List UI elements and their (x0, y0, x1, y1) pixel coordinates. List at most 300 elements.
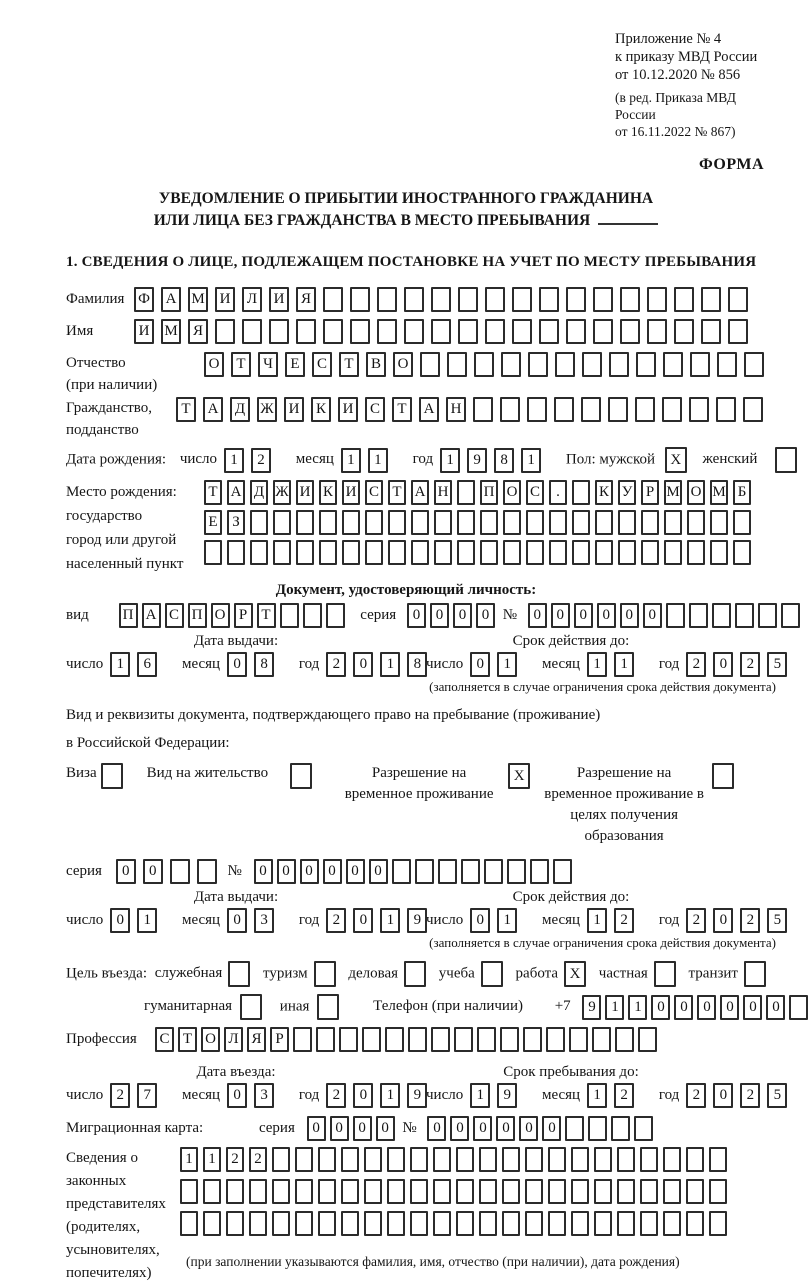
char-cell[interactable]: 0 (227, 1083, 247, 1108)
char-cell[interactable] (572, 480, 590, 505)
char-cell[interactable] (686, 1179, 704, 1204)
char-cell[interactable] (526, 510, 544, 535)
until-year[interactable] (686, 1083, 794, 1108)
char-cell[interactable] (615, 1027, 634, 1052)
char-cell[interactable] (295, 1179, 313, 1204)
char-cell[interactable] (272, 1147, 290, 1172)
char-cell[interactable] (319, 540, 337, 565)
char-cell[interactable] (674, 319, 694, 344)
char-cell[interactable]: 1 (521, 448, 541, 473)
char-cell[interactable] (743, 397, 763, 422)
char-cell[interactable] (342, 510, 360, 535)
char-cell[interactable]: О (503, 480, 521, 505)
char-cell[interactable]: 0 (470, 652, 490, 677)
char-cell[interactable] (226, 1179, 244, 1204)
char-cell[interactable] (758, 603, 777, 628)
char-cell[interactable]: 0 (713, 1083, 733, 1108)
char-cell[interactable] (663, 352, 683, 377)
char-cell[interactable]: 3 (254, 908, 274, 933)
char-cell[interactable] (617, 1147, 635, 1172)
char-cell[interactable] (480, 510, 498, 535)
residence-issue-month[interactable] (227, 908, 281, 933)
char-cell[interactable] (250, 540, 268, 565)
char-cell[interactable]: О (687, 480, 705, 505)
doc-type-input[interactable] (119, 603, 349, 628)
char-cell[interactable]: С (312, 352, 332, 377)
char-cell[interactable] (387, 1179, 405, 1204)
char-cell[interactable] (663, 1211, 681, 1236)
char-cell[interactable]: 1 (203, 1147, 221, 1172)
char-cell[interactable] (554, 397, 574, 422)
char-cell[interactable] (733, 510, 751, 535)
char-cell[interactable] (273, 540, 291, 565)
char-cell[interactable] (539, 287, 559, 312)
char-cell[interactable] (647, 287, 667, 312)
char-cell[interactable] (434, 510, 452, 535)
char-cell[interactable]: 8 (254, 652, 274, 677)
char-cell[interactable] (571, 1211, 589, 1236)
char-cell[interactable] (350, 287, 370, 312)
char-cell[interactable] (295, 1147, 313, 1172)
char-cell[interactable] (272, 1179, 290, 1204)
char-cell[interactable] (170, 859, 190, 884)
char-cell[interactable]: А (203, 397, 223, 422)
purpose-tourism-checkbox[interactable] (314, 961, 336, 987)
char-cell[interactable]: 0 (353, 1116, 372, 1141)
char-cell[interactable] (295, 1211, 313, 1236)
birth-year-input[interactable] (440, 448, 548, 473)
char-cell[interactable] (410, 1179, 428, 1204)
identity-issue-year[interactable] (326, 652, 434, 677)
char-cell[interactable]: 2 (686, 652, 706, 677)
char-cell[interactable]: И (296, 480, 314, 505)
char-cell[interactable]: Я (247, 1027, 266, 1052)
char-cell[interactable] (323, 287, 343, 312)
char-cell[interactable] (689, 603, 708, 628)
char-cell[interactable]: 0 (346, 859, 365, 884)
char-cell[interactable] (617, 1179, 635, 1204)
char-cell[interactable]: 0 (427, 1116, 446, 1141)
char-cell[interactable]: Р (234, 603, 253, 628)
char-cell[interactable] (789, 995, 808, 1020)
char-cell[interactable] (404, 287, 424, 312)
char-cell[interactable]: 0 (574, 603, 593, 628)
char-cell[interactable]: 5 (767, 652, 787, 677)
char-cell[interactable]: 1 (224, 448, 244, 473)
char-cell[interactable] (387, 1211, 405, 1236)
char-cell[interactable] (526, 540, 544, 565)
char-cell[interactable]: 1 (587, 908, 607, 933)
char-cell[interactable]: П (188, 603, 207, 628)
char-cell[interactable] (500, 1027, 519, 1052)
char-cell[interactable] (227, 540, 245, 565)
char-cell[interactable] (420, 352, 440, 377)
char-cell[interactable]: 0 (551, 603, 570, 628)
char-cell[interactable]: Н (446, 397, 466, 422)
char-cell[interactable] (203, 1211, 221, 1236)
char-cell[interactable] (296, 319, 316, 344)
char-cell[interactable]: С (526, 480, 544, 505)
char-cell[interactable]: 6 (137, 652, 157, 677)
char-cell[interactable] (710, 540, 728, 565)
char-cell[interactable] (180, 1179, 198, 1204)
char-cell[interactable]: О (201, 1027, 220, 1052)
char-cell[interactable]: М (710, 480, 728, 505)
char-cell[interactable]: 2 (614, 908, 634, 933)
char-cell[interactable]: 1 (368, 448, 388, 473)
char-cell[interactable] (365, 540, 383, 565)
char-cell[interactable]: 0 (323, 859, 342, 884)
char-cell[interactable] (553, 859, 572, 884)
char-cell[interactable] (640, 1179, 658, 1204)
char-cell[interactable] (249, 1211, 267, 1236)
char-cell[interactable] (527, 397, 547, 422)
migration-number-input[interactable] (427, 1116, 657, 1141)
birth-place-row1-input[interactable] (204, 480, 756, 505)
char-cell[interactable] (342, 540, 360, 565)
char-cell[interactable]: 0 (620, 603, 639, 628)
char-cell[interactable]: 2 (686, 1083, 706, 1108)
char-cell[interactable]: Л (242, 287, 262, 312)
char-cell[interactable] (226, 1211, 244, 1236)
char-cell[interactable] (456, 1211, 474, 1236)
char-cell[interactable] (594, 1147, 612, 1172)
char-cell[interactable]: О (211, 603, 230, 628)
char-cell[interactable] (588, 1116, 607, 1141)
char-cell[interactable] (733, 540, 751, 565)
char-cell[interactable] (273, 510, 291, 535)
char-cell[interactable]: Е (204, 510, 222, 535)
char-cell[interactable] (717, 352, 737, 377)
residence-number-input[interactable] (254, 859, 576, 884)
char-cell[interactable] (674, 287, 694, 312)
char-cell[interactable] (296, 510, 314, 535)
citizenship-input[interactable] (176, 397, 770, 422)
char-cell[interactable] (431, 1027, 450, 1052)
char-cell[interactable] (581, 397, 601, 422)
char-cell[interactable] (640, 1211, 658, 1236)
char-cell[interactable]: 0 (470, 908, 490, 933)
char-cell[interactable] (280, 603, 299, 628)
char-cell[interactable]: О (204, 352, 224, 377)
char-cell[interactable] (712, 603, 731, 628)
char-cell[interactable] (687, 540, 705, 565)
char-cell[interactable]: 8 (407, 652, 427, 677)
char-cell[interactable] (735, 603, 754, 628)
char-cell[interactable]: 1 (470, 1083, 490, 1108)
purpose-private-checkbox[interactable] (654, 961, 676, 987)
char-cell[interactable]: 9 (497, 1083, 517, 1108)
char-cell[interactable]: 1 (587, 1083, 607, 1108)
char-cell[interactable] (485, 319, 505, 344)
temporary-residence-checkbox[interactable]: X (508, 763, 530, 789)
char-cell[interactable]: П (480, 480, 498, 505)
char-cell[interactable]: М (161, 319, 181, 344)
char-cell[interactable] (318, 1211, 336, 1236)
char-cell[interactable] (377, 319, 397, 344)
char-cell[interactable] (362, 1027, 381, 1052)
char-cell[interactable] (512, 287, 532, 312)
residence-issue-day[interactable] (110, 908, 164, 933)
char-cell[interactable]: И (134, 319, 154, 344)
char-cell[interactable] (388, 510, 406, 535)
char-cell[interactable] (318, 1147, 336, 1172)
char-cell[interactable]: 2 (614, 1083, 634, 1108)
char-cell[interactable] (530, 859, 549, 884)
char-cell[interactable] (781, 603, 800, 628)
char-cell[interactable]: 1 (180, 1147, 198, 1172)
char-cell[interactable] (728, 287, 748, 312)
char-cell[interactable] (592, 1027, 611, 1052)
char-cell[interactable] (385, 1027, 404, 1052)
char-cell[interactable] (701, 319, 721, 344)
char-cell[interactable] (666, 603, 685, 628)
residence-expiry-month[interactable] (587, 908, 641, 933)
char-cell[interactable] (293, 1027, 312, 1052)
char-cell[interactable]: Я (188, 319, 208, 344)
char-cell[interactable]: 1 (110, 652, 130, 677)
sex-male-checkbox[interactable]: X (665, 447, 687, 473)
char-cell[interactable] (620, 287, 640, 312)
identity-expiry-month[interactable] (587, 652, 641, 677)
char-cell[interactable] (204, 540, 222, 565)
char-cell[interactable]: 0 (496, 1116, 515, 1141)
char-cell[interactable]: 1 (497, 908, 517, 933)
char-cell[interactable]: 0 (407, 603, 426, 628)
char-cell[interactable] (664, 510, 682, 535)
sex-female-checkbox[interactable] (775, 447, 797, 473)
purpose-official-checkbox[interactable] (228, 961, 250, 987)
char-cell[interactable]: 0 (453, 603, 472, 628)
char-cell[interactable] (525, 1211, 543, 1236)
char-cell[interactable] (433, 1147, 451, 1172)
char-cell[interactable] (477, 1027, 496, 1052)
char-cell[interactable]: 2 (326, 908, 346, 933)
char-cell[interactable] (387, 1147, 405, 1172)
char-cell[interactable] (594, 1211, 612, 1236)
char-cell[interactable]: 0 (430, 603, 449, 628)
identity-issue-day[interactable] (110, 652, 164, 677)
char-cell[interactable] (664, 540, 682, 565)
char-cell[interactable] (410, 1211, 428, 1236)
char-cell[interactable]: Т (339, 352, 359, 377)
char-cell[interactable] (640, 1147, 658, 1172)
char-cell[interactable] (728, 319, 748, 344)
char-cell[interactable]: 2 (326, 652, 346, 677)
char-cell[interactable] (620, 319, 640, 344)
char-cell[interactable]: И (215, 287, 235, 312)
char-cell[interactable] (582, 352, 602, 377)
char-cell[interactable] (456, 1179, 474, 1204)
char-cell[interactable] (364, 1179, 382, 1204)
char-cell[interactable] (709, 1211, 727, 1236)
char-cell[interactable] (434, 540, 452, 565)
purpose-study-checkbox[interactable] (481, 961, 503, 987)
char-cell[interactable]: И (284, 397, 304, 422)
char-cell[interactable] (502, 1179, 520, 1204)
purpose-transit-checkbox[interactable] (744, 961, 766, 987)
purpose-humanitarian-checkbox[interactable] (240, 994, 262, 1020)
char-cell[interactable] (341, 1147, 359, 1172)
char-cell[interactable] (415, 859, 434, 884)
char-cell[interactable]: А (419, 397, 439, 422)
identity-expiry-year[interactable] (686, 652, 794, 677)
char-cell[interactable] (242, 319, 262, 344)
char-cell[interactable]: 0 (110, 908, 130, 933)
char-cell[interactable] (566, 287, 586, 312)
char-cell[interactable] (525, 1147, 543, 1172)
char-cell[interactable]: К (319, 480, 337, 505)
char-cell[interactable] (523, 1027, 542, 1052)
char-cell[interactable] (662, 397, 682, 422)
char-cell[interactable]: З (227, 510, 245, 535)
char-cell[interactable]: Т (388, 480, 406, 505)
char-cell[interactable]: Д (230, 397, 250, 422)
char-cell[interactable]: 5 (767, 908, 787, 933)
char-cell[interactable]: 8 (494, 448, 514, 473)
char-cell[interactable] (457, 480, 475, 505)
char-cell[interactable]: У (618, 480, 636, 505)
char-cell[interactable]: 0 (254, 859, 273, 884)
char-cell[interactable] (473, 397, 493, 422)
char-cell[interactable] (638, 1027, 657, 1052)
char-cell[interactable] (609, 352, 629, 377)
char-cell[interactable]: С (365, 397, 385, 422)
char-cell[interactable] (710, 510, 728, 535)
doc-series-input[interactable] (407, 603, 499, 628)
char-cell[interactable] (608, 397, 628, 422)
surname-input[interactable] (134, 287, 755, 312)
char-cell[interactable]: И (342, 480, 360, 505)
residence-expiry-year[interactable] (686, 908, 794, 933)
char-cell[interactable] (611, 1116, 630, 1141)
char-cell[interactable] (555, 352, 575, 377)
char-cell[interactable]: 3 (254, 1083, 274, 1108)
char-cell[interactable] (377, 287, 397, 312)
char-cell[interactable]: Д (250, 480, 268, 505)
char-cell[interactable] (365, 510, 383, 535)
entry-month[interactable] (227, 1083, 281, 1108)
char-cell[interactable] (411, 510, 429, 535)
char-cell[interactable] (663, 1147, 681, 1172)
char-cell[interactable]: 0 (473, 1116, 492, 1141)
char-cell[interactable]: 2 (686, 908, 706, 933)
char-cell[interactable] (572, 510, 590, 535)
char-cell[interactable]: Р (270, 1027, 289, 1052)
char-cell[interactable] (507, 859, 526, 884)
residence-expiry-day[interactable] (470, 908, 524, 933)
char-cell[interactable] (548, 1147, 566, 1172)
char-cell[interactable]: Н (434, 480, 452, 505)
char-cell[interactable] (548, 1211, 566, 1236)
char-cell[interactable] (571, 1179, 589, 1204)
char-cell[interactable]: Ч (258, 352, 278, 377)
char-cell[interactable] (484, 859, 503, 884)
char-cell[interactable]: 0 (697, 995, 716, 1020)
char-cell[interactable]: 0 (643, 603, 662, 628)
char-cell[interactable] (502, 1147, 520, 1172)
char-cell[interactable] (525, 1179, 543, 1204)
char-cell[interactable] (634, 1116, 653, 1141)
char-cell[interactable] (709, 1147, 727, 1172)
char-cell[interactable] (447, 352, 467, 377)
char-cell[interactable]: 2 (249, 1147, 267, 1172)
char-cell[interactable] (408, 1027, 427, 1052)
char-cell[interactable] (479, 1211, 497, 1236)
char-cell[interactable] (636, 352, 656, 377)
char-cell[interactable]: 0 (674, 995, 693, 1020)
char-cell[interactable]: 0 (116, 859, 136, 884)
representatives-row2-input[interactable] (180, 1179, 732, 1204)
char-cell[interactable]: 1 (497, 652, 517, 677)
char-cell[interactable] (272, 1211, 290, 1236)
char-cell[interactable] (569, 1027, 588, 1052)
char-cell[interactable] (503, 510, 521, 535)
char-cell[interactable]: 2 (226, 1147, 244, 1172)
entry-year[interactable] (326, 1083, 434, 1108)
char-cell[interactable] (404, 319, 424, 344)
char-cell[interactable] (686, 1147, 704, 1172)
char-cell[interactable] (364, 1211, 382, 1236)
char-cell[interactable]: 1 (614, 652, 634, 677)
char-cell[interactable] (689, 397, 709, 422)
char-cell[interactable] (457, 540, 475, 565)
char-cell[interactable] (709, 1179, 727, 1204)
char-cell[interactable]: А (411, 480, 429, 505)
char-cell[interactable]: И (338, 397, 358, 422)
char-cell[interactable] (641, 540, 659, 565)
identity-expiry-day[interactable] (470, 652, 524, 677)
char-cell[interactable]: Е (285, 352, 305, 377)
representatives-row1-input[interactable] (180, 1147, 732, 1172)
birth-place-row3-input[interactable] (204, 540, 756, 565)
char-cell[interactable] (635, 397, 655, 422)
char-cell[interactable] (431, 319, 451, 344)
residence-series-input[interactable] (116, 859, 224, 884)
char-cell[interactable] (690, 352, 710, 377)
char-cell[interactable] (341, 1179, 359, 1204)
char-cell[interactable] (197, 859, 217, 884)
char-cell[interactable]: О (393, 352, 413, 377)
purpose-business-checkbox[interactable] (404, 961, 426, 987)
phone-input[interactable] (582, 995, 812, 1020)
visa-checkbox[interactable] (101, 763, 123, 789)
purpose-work-checkbox[interactable]: X (564, 961, 586, 987)
char-cell[interactable]: К (311, 397, 331, 422)
char-cell[interactable] (512, 319, 532, 344)
temporary-residence-education-checkbox[interactable] (712, 763, 734, 789)
char-cell[interactable] (457, 510, 475, 535)
char-cell[interactable]: 2 (740, 908, 760, 933)
identity-issue-month[interactable] (227, 652, 281, 677)
char-cell[interactable]: 0 (519, 1116, 538, 1141)
char-cell[interactable]: . (549, 480, 567, 505)
char-cell[interactable] (663, 1179, 681, 1204)
doc-number-input[interactable] (528, 603, 804, 628)
char-cell[interactable] (686, 1211, 704, 1236)
char-cell[interactable]: П (119, 603, 138, 628)
char-cell[interactable]: 0 (227, 908, 247, 933)
char-cell[interactable]: С (155, 1027, 174, 1052)
char-cell[interactable] (593, 319, 613, 344)
char-cell[interactable] (341, 1211, 359, 1236)
char-cell[interactable] (687, 510, 705, 535)
char-cell[interactable]: 0 (307, 1116, 326, 1141)
char-cell[interactable]: А (227, 480, 245, 505)
char-cell[interactable]: 9 (582, 995, 601, 1020)
char-cell[interactable]: 1 (440, 448, 460, 473)
char-cell[interactable] (528, 352, 548, 377)
